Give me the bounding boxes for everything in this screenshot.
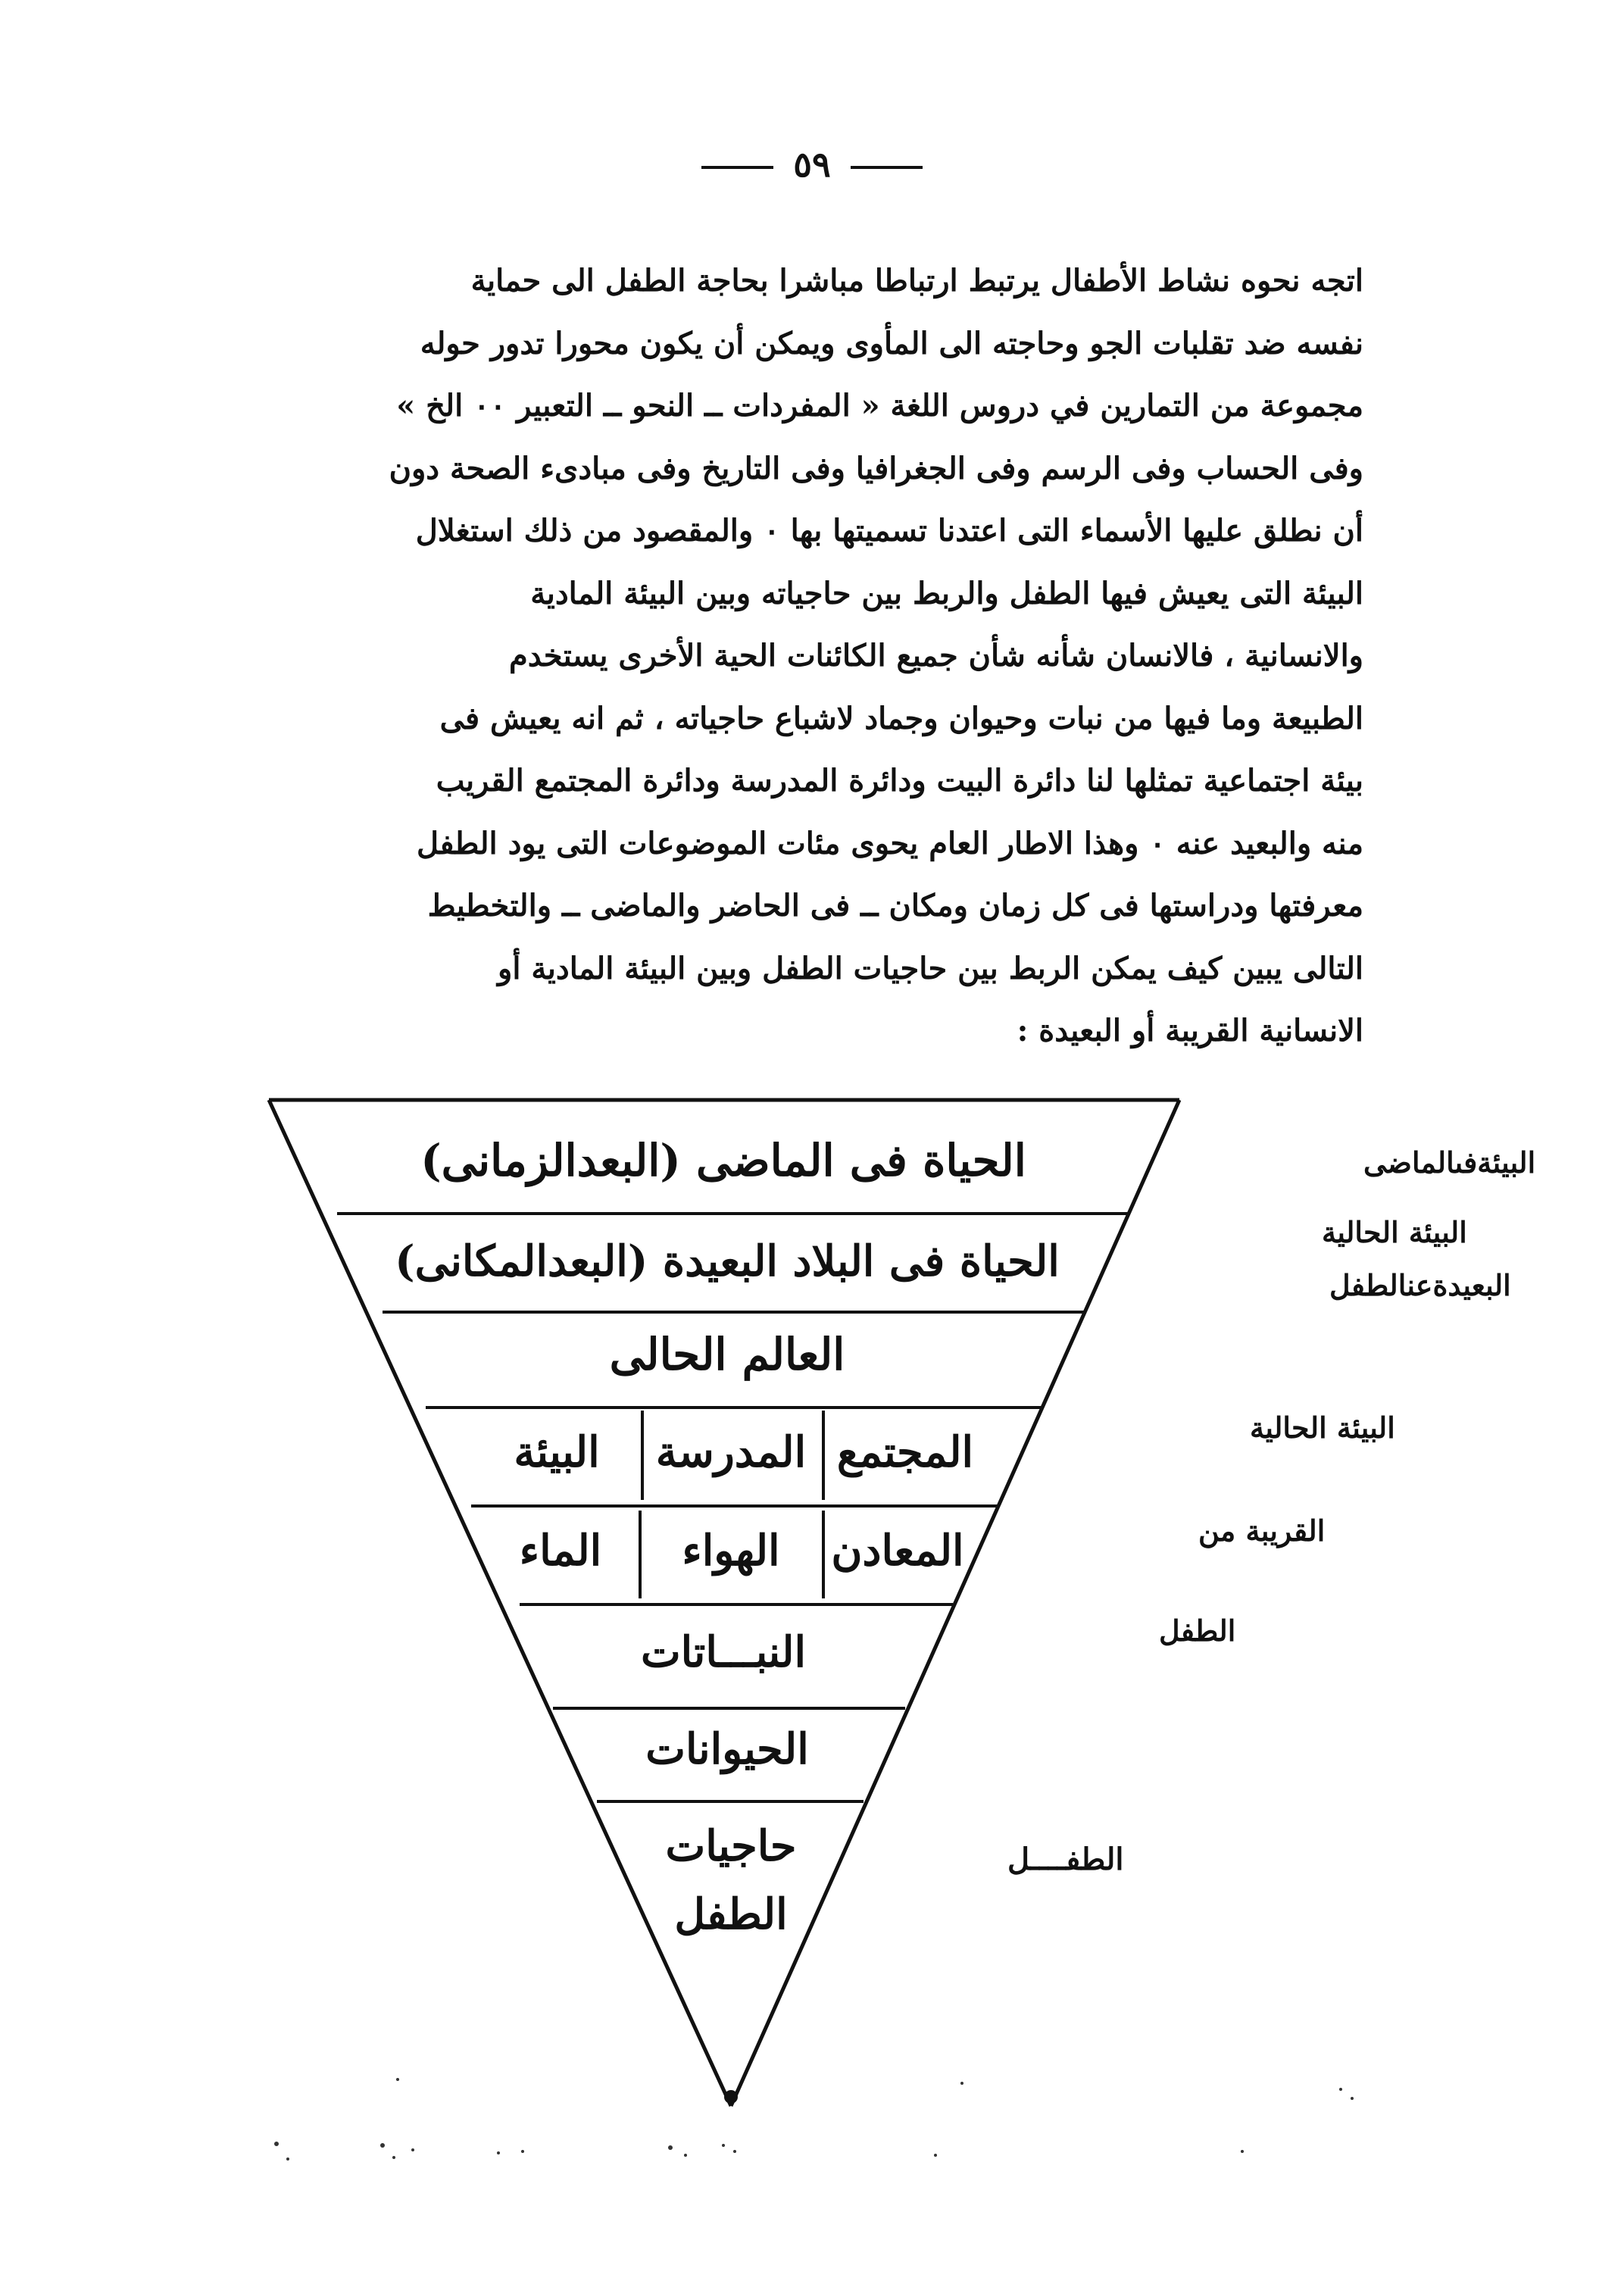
- paragraph-line-2: نفسه ضد تقلبات الجو وحاجته الى المأوى ويمكن أن يكون محورا تدور حوله: [420, 325, 1363, 361]
- page-number-text: ٥٩: [793, 144, 831, 185]
- side-label-child: الطفــــل: [1007, 1842, 1124, 1877]
- row-current-world-text: العالم الحالى: [609, 1329, 845, 1380]
- row-past-text: الحياة فى الماضى (البعدالزمانى): [420, 1135, 1026, 1186]
- side-label-env-near-line3: الطفل: [1159, 1614, 1236, 1648]
- row-child-needs-line2: الطفل: [674, 1889, 788, 1939]
- paragraph-line-7: والانسانية ، فالانسان شأنه شأن جميع الكائنات الحية الأخرى يستخدم: [509, 638, 1363, 673]
- paragraph-line-5: أن نطلق عليها الأسماء التى اعتدنا تسميتها بها ٠ والمقصود من ذلك استغلال: [415, 513, 1363, 548]
- row-plants-text: النبـــاتات: [640, 1627, 807, 1677]
- paragraph-line-12: التالى يبين كيف يمكن الربط بين حاجيات الطفل وبين البيئة المادية أو: [498, 950, 1363, 986]
- paragraph-line-11: معرفتها ودراستها فى كل زمان ومكان ــ فى الحاضر والماضى ــ والتخطيط: [427, 888, 1363, 923]
- paragraph-line-8: الطبيعة وما فيها من نبات وحيوان وجماد لاشباع حاجياته ، ثم انه يعيش فى: [439, 700, 1363, 736]
- cell-minerals-text: المعادن: [831, 1526, 964, 1576]
- side-label-env-far-line1: البيئة الحالية: [1322, 1215, 1467, 1249]
- cell-water-text: الماء: [519, 1526, 602, 1576]
- row-child-needs-line1: حاجيات: [665, 1821, 797, 1871]
- row-far-lands-text: الحياة فى البلاد البعيدة (البعدالمكانى): [395, 1236, 1060, 1286]
- paragraph-line-13: الانسانية القريبة أو البعيدة :: [1017, 1013, 1363, 1048]
- side-label-env-near-line2: القريبة من: [1198, 1514, 1326, 1548]
- row-animals-text: الحيوانات: [645, 1724, 809, 1774]
- cell-environment-text: البيئة: [514, 1427, 600, 1477]
- paragraph-line-9: بيئة اجتماعية تمثلها لنا دائرة البيت ودائرة المدرسة ودائرة المجتمع القريب: [436, 763, 1363, 798]
- triangle-apex-dot: [724, 2090, 738, 2104]
- side-label-env-past: البيئةفىالماضى: [1363, 1145, 1536, 1179]
- cell-air-text: الهواء: [682, 1526, 780, 1576]
- side-label-env-near-line1: البيئة الحالية: [1250, 1411, 1395, 1445]
- cell-school-text: المدرسة: [655, 1427, 807, 1477]
- paragraph-line-1: اتجه نحوه نشاط الأطفال يرتبط ارتباطا مباشرا بحاجة الطفل الى حماية: [470, 263, 1363, 298]
- paragraph-line-6: البيئة التى يعيش فيها الطفل والربط بين حاجياته وبين البيئة المادية: [530, 575, 1363, 611]
- cell-society-text: المجتمع: [836, 1427, 974, 1477]
- scan-noise: [274, 2078, 1354, 2161]
- paragraph-line-4: وفى الحساب وفى الرسم وفى الجغرافيا وفى التاريخ وفى مبادىء الصحة دون: [389, 450, 1363, 486]
- side-label-env-far-line2: البعيدةعنالطفل: [1329, 1268, 1511, 1302]
- paragraph-line-3: مجموعة من التمارين في دروس اللغة « المفردات ــ النحو ــ التعبير ٠٠ الخ »: [396, 388, 1363, 423]
- paragraph-line-10: منه والبعيد عنه ٠ وهذا الاطار العام يحوى مئات الموضوعات التى يود الطفل: [417, 825, 1363, 861]
